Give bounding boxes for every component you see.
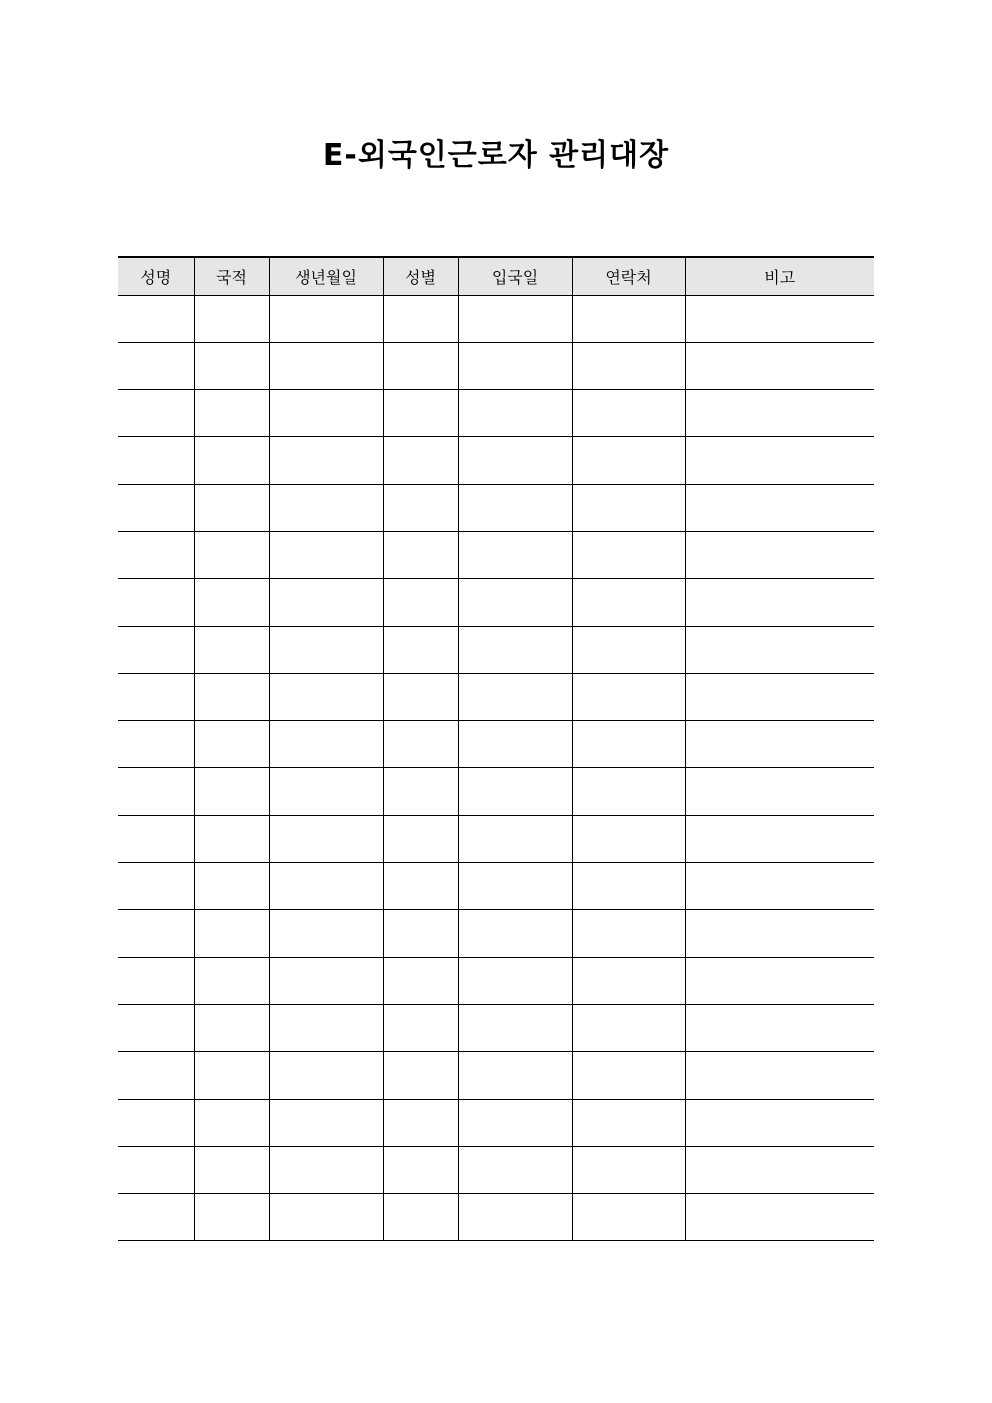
- table-row: [118, 768, 874, 815]
- cell-birthdate[interactable]: [269, 1052, 383, 1099]
- cell-birthdate[interactable]: [269, 768, 383, 815]
- column-header-remarks: 비고: [685, 257, 874, 295]
- table-row: [118, 1146, 874, 1193]
- cell-nationality[interactable]: [194, 1146, 269, 1193]
- cell-name[interactable]: [118, 910, 194, 957]
- cell-gender[interactable]: [383, 1146, 458, 1193]
- cell-remarks[interactable]: [685, 1194, 874, 1241]
- cell-remarks[interactable]: [685, 721, 874, 768]
- column-header-birthdate: 생년월일: [269, 257, 383, 295]
- cell-name[interactable]: [118, 1099, 194, 1146]
- cell-gender[interactable]: [383, 1099, 458, 1146]
- cell-contact[interactable]: [572, 1004, 685, 1051]
- cell-remarks[interactable]: [685, 295, 874, 342]
- cell-entry-date[interactable]: [458, 484, 572, 531]
- cell-gender[interactable]: [383, 342, 458, 389]
- cell-nationality[interactable]: [194, 910, 269, 957]
- cell-gender[interactable]: [383, 768, 458, 815]
- cell-birthdate[interactable]: [269, 1099, 383, 1146]
- cell-nationality[interactable]: [194, 1194, 269, 1241]
- cell-nationality[interactable]: [194, 957, 269, 1004]
- cell-entry-date[interactable]: [458, 1194, 572, 1241]
- cell-remarks[interactable]: [685, 1099, 874, 1146]
- cell-nationality[interactable]: [194, 342, 269, 389]
- cell-remarks[interactable]: [685, 1052, 874, 1099]
- cell-name[interactable]: [118, 1052, 194, 1099]
- cell-contact[interactable]: [572, 815, 685, 862]
- cell-birthdate[interactable]: [269, 484, 383, 531]
- cell-name[interactable]: [118, 1004, 194, 1051]
- cell-contact[interactable]: [572, 910, 685, 957]
- cell-contact[interactable]: [572, 1052, 685, 1099]
- cell-entry-date[interactable]: [458, 295, 572, 342]
- table-row: [118, 1052, 874, 1099]
- table-header-row: [118, 257, 874, 295]
- cell-entry-date[interactable]: [458, 579, 572, 626]
- table-row: [118, 295, 874, 342]
- cell-remarks[interactable]: [685, 579, 874, 626]
- cell-entry-date[interactable]: [458, 721, 572, 768]
- cell-contact[interactable]: [572, 484, 685, 531]
- cell-remarks[interactable]: [685, 910, 874, 957]
- cell-gender[interactable]: [383, 579, 458, 626]
- cell-name[interactable]: [118, 673, 194, 720]
- cell-name[interactable]: [118, 721, 194, 768]
- cell-name[interactable]: [118, 815, 194, 862]
- table-row: [118, 863, 874, 910]
- cell-nationality[interactable]: [194, 673, 269, 720]
- cell-nationality[interactable]: [194, 437, 269, 484]
- cell-name[interactable]: [118, 1146, 194, 1193]
- cell-contact[interactable]: [572, 626, 685, 673]
- table-row: [118, 484, 874, 531]
- cell-entry-date[interactable]: [458, 626, 572, 673]
- column-header-entry-date: 입국일: [458, 257, 572, 295]
- cell-entry-date[interactable]: [458, 910, 572, 957]
- cell-entry-date[interactable]: [458, 1099, 572, 1146]
- cell-remarks[interactable]: [685, 437, 874, 484]
- cell-contact[interactable]: [572, 673, 685, 720]
- cell-nationality[interactable]: [194, 626, 269, 673]
- cell-gender[interactable]: [383, 390, 458, 437]
- cell-nationality[interactable]: [194, 768, 269, 815]
- cell-remarks[interactable]: [685, 957, 874, 1004]
- cell-name[interactable]: [118, 437, 194, 484]
- table-row: [118, 721, 874, 768]
- cell-name[interactable]: [118, 484, 194, 531]
- cell-birthdate[interactable]: [269, 295, 383, 342]
- cell-remarks[interactable]: [685, 673, 874, 720]
- column-header-contact: 연락처: [572, 257, 685, 295]
- cell-gender[interactable]: [383, 295, 458, 342]
- cell-entry-date[interactable]: [458, 437, 572, 484]
- cell-contact[interactable]: [572, 721, 685, 768]
- table-row: [118, 1099, 874, 1146]
- table-row: [118, 815, 874, 862]
- page-title: E-외국인근로자 관리대장: [322, 138, 670, 173]
- cell-entry-date[interactable]: [458, 1146, 572, 1193]
- table-row: [118, 342, 874, 389]
- cell-gender[interactable]: [383, 1004, 458, 1051]
- cell-contact[interactable]: [572, 863, 685, 910]
- cell-birthdate[interactable]: [269, 390, 383, 437]
- cell-gender[interactable]: [383, 721, 458, 768]
- column-header-gender: 성별: [383, 257, 458, 295]
- cell-entry-date[interactable]: [458, 863, 572, 910]
- worker-ledger-table: [118, 256, 874, 1241]
- cell-remarks[interactable]: [685, 815, 874, 862]
- cell-birthdate[interactable]: [269, 957, 383, 1004]
- cell-remarks[interactable]: [685, 484, 874, 531]
- cell-gender[interactable]: [383, 910, 458, 957]
- cell-remarks[interactable]: [685, 768, 874, 815]
- cell-name[interactable]: [118, 295, 194, 342]
- cell-contact[interactable]: [572, 768, 685, 815]
- table-row: [118, 390, 874, 437]
- cell-contact[interactable]: [572, 1194, 685, 1241]
- cell-remarks[interactable]: [685, 1146, 874, 1193]
- cell-gender[interactable]: [383, 673, 458, 720]
- cell-contact[interactable]: [572, 437, 685, 484]
- cell-entry-date[interactable]: [458, 815, 572, 862]
- cell-entry-date[interactable]: [458, 390, 572, 437]
- cell-nationality[interactable]: [194, 863, 269, 910]
- cell-name[interactable]: [118, 1194, 194, 1241]
- table-row: [118, 626, 874, 673]
- cell-remarks[interactable]: [685, 390, 874, 437]
- cell-name[interactable]: [118, 768, 194, 815]
- cell-contact[interactable]: [572, 1146, 685, 1193]
- cell-birthdate[interactable]: [269, 1004, 383, 1051]
- cell-name[interactable]: [118, 342, 194, 389]
- cell-nationality[interactable]: [194, 1099, 269, 1146]
- cell-birthdate[interactable]: [269, 1194, 383, 1241]
- cell-birthdate[interactable]: [269, 815, 383, 862]
- cell-gender[interactable]: [383, 484, 458, 531]
- cell-remarks[interactable]: [685, 626, 874, 673]
- cell-entry-date[interactable]: [458, 1004, 572, 1051]
- cell-gender[interactable]: [383, 815, 458, 862]
- cell-name[interactable]: [118, 579, 194, 626]
- cell-name[interactable]: [118, 863, 194, 910]
- cell-entry-date[interactable]: [458, 531, 572, 578]
- cell-contact[interactable]: [572, 579, 685, 626]
- cell-gender[interactable]: [383, 1052, 458, 1099]
- cell-nationality[interactable]: [194, 579, 269, 626]
- cell-contact[interactable]: [572, 957, 685, 1004]
- cell-birthdate[interactable]: [269, 579, 383, 626]
- cell-birthdate[interactable]: [269, 910, 383, 957]
- table-row: [118, 437, 874, 484]
- table-row: [118, 1004, 874, 1051]
- table-row: [118, 531, 874, 578]
- cell-remarks[interactable]: [685, 342, 874, 389]
- cell-nationality[interactable]: [194, 721, 269, 768]
- cell-birthdate[interactable]: [269, 626, 383, 673]
- cell-nationality[interactable]: [194, 815, 269, 862]
- table-body: [118, 295, 874, 1241]
- cell-gender[interactable]: [383, 863, 458, 910]
- cell-contact[interactable]: [572, 531, 685, 578]
- cell-name[interactable]: [118, 390, 194, 437]
- cell-entry-date[interactable]: [458, 673, 572, 720]
- cell-gender[interactable]: [383, 957, 458, 1004]
- cell-remarks[interactable]: [685, 531, 874, 578]
- cell-contact[interactable]: [572, 1099, 685, 1146]
- column-header-name: 성명: [118, 257, 194, 295]
- cell-gender[interactable]: [383, 531, 458, 578]
- cell-birthdate[interactable]: [269, 342, 383, 389]
- table-row: [118, 1194, 874, 1241]
- cell-birthdate[interactable]: [269, 437, 383, 484]
- cell-remarks[interactable]: [685, 1004, 874, 1051]
- cell-nationality[interactable]: [194, 1004, 269, 1051]
- cell-entry-date[interactable]: [458, 768, 572, 815]
- cell-entry-date[interactable]: [458, 957, 572, 1004]
- cell-gender[interactable]: [383, 1194, 458, 1241]
- cell-name[interactable]: [118, 626, 194, 673]
- cell-birthdate[interactable]: [269, 673, 383, 720]
- cell-entry-date[interactable]: [458, 1052, 572, 1099]
- cell-contact[interactable]: [572, 390, 685, 437]
- table-row: [118, 910, 874, 957]
- cell-entry-date[interactable]: [458, 342, 572, 389]
- cell-remarks[interactable]: [685, 863, 874, 910]
- cell-contact[interactable]: [572, 342, 685, 389]
- table-row: [118, 673, 874, 720]
- cell-gender[interactable]: [383, 437, 458, 484]
- cell-nationality[interactable]: [194, 390, 269, 437]
- cell-nationality[interactable]: [194, 531, 269, 578]
- table-row: [118, 957, 874, 1004]
- cell-nationality[interactable]: [194, 484, 269, 531]
- cell-birthdate[interactable]: [269, 531, 383, 578]
- table-row: [118, 579, 874, 626]
- cell-nationality[interactable]: [194, 295, 269, 342]
- cell-name[interactable]: [118, 957, 194, 1004]
- cell-birthdate[interactable]: [269, 721, 383, 768]
- cell-birthdate[interactable]: [269, 863, 383, 910]
- cell-nationality[interactable]: [194, 1052, 269, 1099]
- cell-contact[interactable]: [572, 295, 685, 342]
- cell-birthdate[interactable]: [269, 1146, 383, 1193]
- cell-name[interactable]: [118, 531, 194, 578]
- column-header-nationality: 국적: [194, 257, 269, 295]
- cell-gender[interactable]: [383, 626, 458, 673]
